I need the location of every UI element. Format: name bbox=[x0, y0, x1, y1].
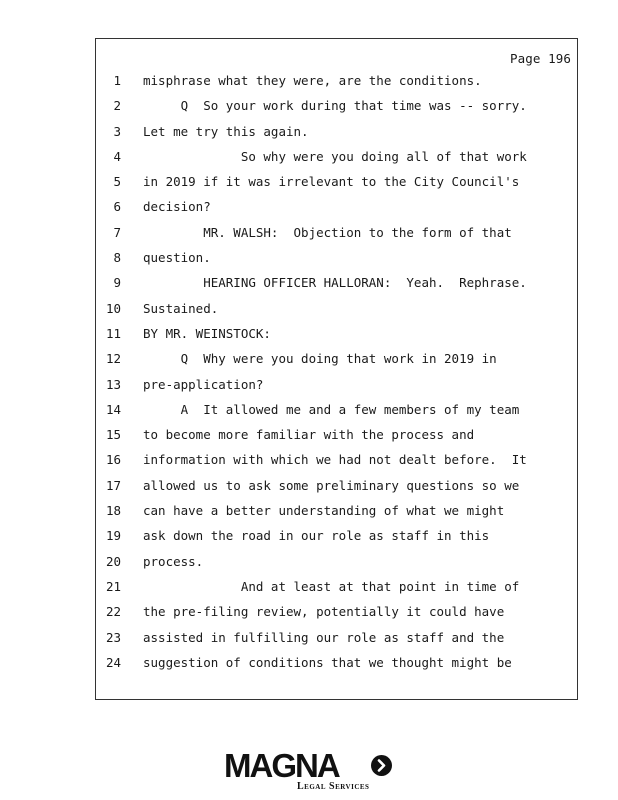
line-text: Q Why were you doing that work in 2019 in bbox=[143, 351, 497, 367]
logo-wordmark: MAGNA bbox=[224, 747, 339, 784]
transcript-line bbox=[96, 73, 577, 98]
transcript-line bbox=[96, 377, 577, 402]
line-number: 4 bbox=[113, 148, 121, 164]
transcript-line bbox=[96, 604, 577, 629]
transcript-line bbox=[96, 98, 577, 123]
transcript-line bbox=[96, 630, 577, 655]
line-text: the pre-filing review, potentially it could have bbox=[143, 604, 505, 620]
line-text: Q So your work during that time was -- sorry. bbox=[143, 98, 527, 114]
line-number: 5 bbox=[113, 174, 121, 190]
line-text: in 2019 if it was irrelevant to the City Council's bbox=[143, 174, 520, 190]
line-text: Sustained. bbox=[143, 300, 219, 316]
transcript-line bbox=[96, 528, 577, 553]
transcript-line bbox=[96, 478, 577, 503]
line-number: 16 bbox=[105, 452, 121, 468]
transcript-line bbox=[96, 655, 577, 680]
line-text: So why were you doing all of that work bbox=[143, 148, 527, 164]
transcript-line bbox=[96, 402, 577, 427]
line-text: information with which we had not dealt before. It bbox=[143, 452, 527, 468]
line-number: 8 bbox=[113, 250, 121, 266]
line-number: 13 bbox=[105, 376, 121, 392]
transcript-line bbox=[96, 351, 577, 376]
line-text: misphrase what they were, are the conditions. bbox=[143, 73, 482, 88]
transcript-line bbox=[96, 579, 577, 604]
line-number: 17 bbox=[105, 477, 121, 493]
magna-logo bbox=[224, 748, 396, 794]
line-number: 11 bbox=[105, 325, 121, 341]
line-number: 3 bbox=[113, 123, 121, 139]
line-number: 23 bbox=[105, 629, 121, 645]
line-number: 1 bbox=[113, 73, 121, 88]
line-number: 24 bbox=[105, 654, 121, 670]
line-text: ask down the road in our role as staff in this bbox=[143, 528, 490, 544]
line-number: 12 bbox=[105, 351, 121, 367]
line-text: pre-application? bbox=[143, 376, 264, 392]
transcript-line bbox=[96, 301, 577, 326]
transcript-line bbox=[96, 427, 577, 452]
line-text: question. bbox=[143, 250, 211, 266]
line-number: 10 bbox=[105, 300, 121, 316]
line-number: 19 bbox=[105, 528, 121, 544]
page-number: Page 196 bbox=[509, 51, 571, 66]
transcript-line bbox=[96, 326, 577, 351]
line-text: decision? bbox=[143, 199, 211, 215]
logo-subtitle: Legal Services bbox=[297, 781, 370, 792]
line-text: can have a better understanding of what we might bbox=[143, 503, 505, 519]
line-number: 21 bbox=[105, 578, 121, 594]
line-number: 6 bbox=[113, 199, 121, 215]
transcript-line bbox=[96, 275, 577, 300]
line-text: suggestion of conditions that we thought might be bbox=[143, 654, 512, 670]
line-text: process. bbox=[143, 553, 204, 569]
line-number: 20 bbox=[105, 553, 121, 569]
transcript-line bbox=[96, 554, 577, 579]
line-number: 22 bbox=[105, 604, 121, 620]
chevron-right-icon bbox=[371, 755, 392, 776]
line-text: to become more familiar with the process and bbox=[143, 427, 475, 443]
line-text: BY MR. WEINSTOCK: bbox=[143, 325, 271, 341]
line-text: And at least at that point in time of bbox=[143, 578, 520, 594]
transcript-line bbox=[96, 124, 577, 149]
line-text: A It allowed me and a few members of my team bbox=[143, 401, 520, 417]
transcript-line bbox=[96, 174, 577, 199]
transcript-line bbox=[96, 225, 577, 250]
transcript-line bbox=[96, 199, 577, 224]
line-number: 2 bbox=[113, 98, 121, 114]
line-text: allowed us to ask some preliminary questions so we bbox=[143, 477, 520, 493]
line-text: assisted in fulfilling our role as staff and the bbox=[143, 629, 505, 645]
transcript-lines bbox=[96, 73, 577, 680]
line-number: 18 bbox=[105, 503, 121, 519]
transcript-line bbox=[96, 503, 577, 528]
transcript-line bbox=[96, 149, 577, 174]
transcript-line bbox=[96, 452, 577, 477]
transcript-page bbox=[95, 38, 578, 700]
transcript-line bbox=[96, 250, 577, 275]
line-text: HEARING OFFICER HALLORAN: Yeah. Rephrase. bbox=[143, 275, 527, 291]
line-number: 9 bbox=[113, 275, 121, 291]
line-number: 7 bbox=[113, 224, 121, 240]
line-number: 14 bbox=[105, 401, 121, 417]
line-text: Let me try this again. bbox=[143, 123, 309, 139]
line-text: MR. WALSH: Objection to the form of that bbox=[143, 224, 512, 240]
line-number: 15 bbox=[105, 427, 121, 443]
